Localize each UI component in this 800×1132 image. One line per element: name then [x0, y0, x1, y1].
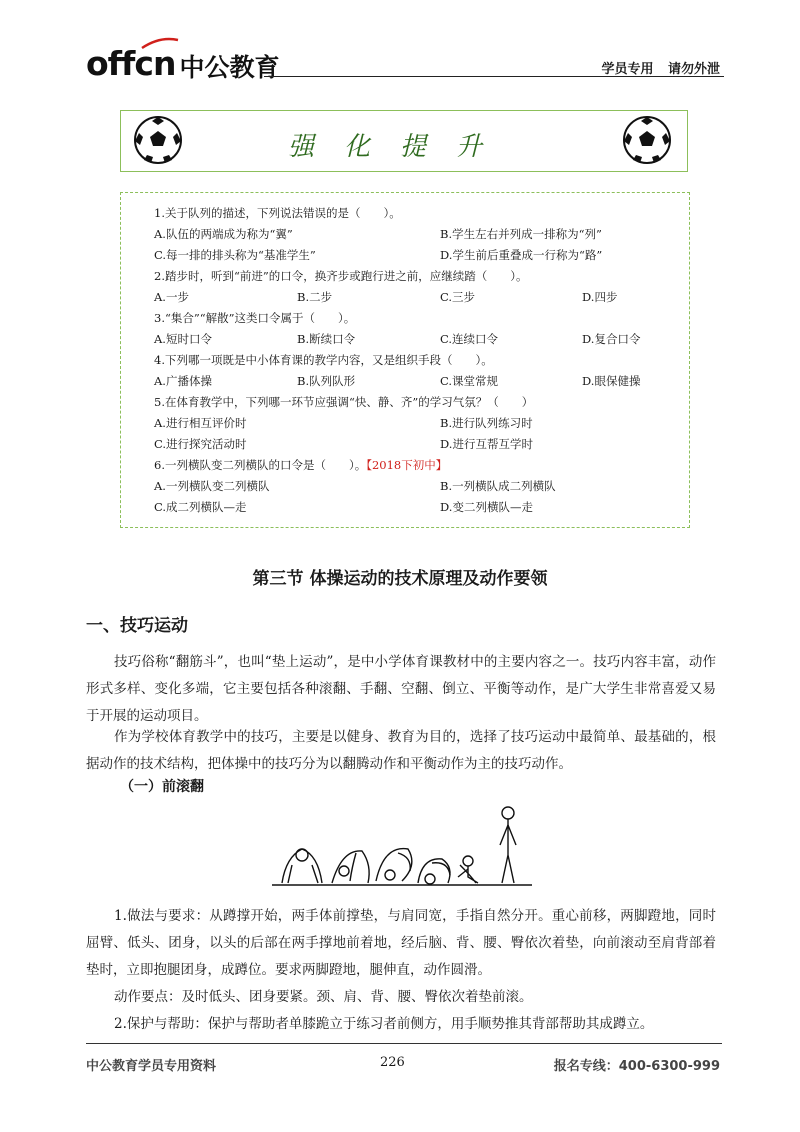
section-title: 第三节 体操运动的技术原理及动作要领 — [252, 569, 548, 589]
paragraph: 技巧俗称“翻筋斗”，也叫“垫上运动”，是中小学体育课教材中的主要内容之一。技巧内容丰富，动作形式多样、变化多端，它主要包括各种滚翻、手翻、空翻、倒立、平衡等动作，是广大学生非常喜爱又易于开展的运动项目。 — [86, 654, 716, 724]
heading-skills: 一、技巧运动 — [86, 616, 188, 636]
question-stem: 3.“集合”“解散”这类口令属于（ ）。 — [154, 311, 356, 325]
question-option: A.一步 — [154, 290, 189, 304]
page-number: 226 — [380, 1055, 405, 1070]
question-stem: 4.下列哪一项既是中小体育课的教学内容，又是组织手段（ ）。 — [154, 353, 493, 367]
question-option: B.二步 — [297, 290, 333, 304]
question-option: C.连续口令 — [440, 332, 499, 346]
question-option: A.短时口令 — [154, 332, 212, 346]
question-option: D.眼保健操 — [582, 374, 641, 388]
exam-source-tag: 【2018下初中】 — [366, 458, 448, 472]
question-option: C.每一排的排头称为“基准学生” — [154, 248, 316, 262]
forward-roll-illustration — [272, 805, 532, 887]
footer-material-label: 中公教育学员专用资料 — [86, 1059, 217, 1074]
logo-text-cn: 中公教育 — [179, 53, 280, 82]
soccer-ball-icon — [133, 115, 183, 165]
question-option: B.进行队列练习时 — [440, 416, 533, 430]
question-option: D.复合口令 — [582, 332, 641, 346]
banner-title: 强化提升 — [287, 132, 512, 162]
question-option: D.变二列横队—走 — [440, 500, 533, 514]
practice-questions-box — [120, 192, 690, 528]
question-option: A.进行相互评价时 — [154, 416, 247, 430]
question-option: B.断续口令 — [297, 332, 356, 346]
question-option: C.进行探究活动时 — [154, 437, 247, 451]
question-stem-row — [154, 458, 447, 472]
paragraph: 1.做法与要求：从蹲撑开始，两手体前撑垫，与肩同宽，手指自然分开。重心前移，两脚蹬地，同时屈臂、低头、团身，以头的后部在两手撑地前着地，经后脑、背、腰、臀依次着垫，向前滚动至肩背部着垫时，立即抱腿团身，成蹲位。要求两脚蹬地，腿伸直，动作圆滑。 — [86, 908, 716, 978]
question-option: C.成二列横队—走 — [154, 500, 247, 514]
question-stem: 5.在体育教学中，下列哪一环节应强调“快、静、齐”的学习气氛？（ ） — [154, 395, 534, 409]
question-option: B.队列队形 — [297, 374, 356, 388]
soccer-ball-icon — [622, 115, 672, 165]
paragraph: 动作要点：及时低头、团身要紧。颈、肩、背、腰、臀依次着垫前滚。 — [114, 989, 533, 1005]
logo-text-en: offcn — [86, 44, 176, 83]
question-option: B.学生左右并列成一排称为“列” — [440, 227, 602, 241]
question-option: D.四步 — [582, 290, 618, 304]
logo-swoosh-icon — [140, 36, 180, 50]
question-option: A.广播体操 — [154, 374, 212, 388]
question-option: C.课堂常规 — [440, 374, 499, 388]
question-option: A.一列横队变二列横队 — [154, 479, 270, 493]
brand-logo — [86, 44, 280, 83]
paragraph: 作为学校体育教学中的技巧，主要是以健身、教育为目的，选择了技巧运动中最简单、最基础的，根据动作的技术结构，把体操中的技巧分为以翻腾动作和平衡动作为主的技巧动作。 — [86, 729, 716, 772]
question-option: B.一列横队成二列横队 — [440, 479, 556, 493]
question-option: A.队伍的两端成为称为“翼” — [154, 227, 293, 241]
paragraph: 2.保护与帮助：保护与帮助者单膝跪立于练习者前侧方，用手顺势推其背部帮助其成蹲立。 — [114, 1016, 654, 1032]
question-option: C.三步 — [440, 290, 476, 304]
question-option: D.进行互帮互学时 — [440, 437, 533, 451]
subheading-forward-roll: （一）前滚翻 — [120, 779, 204, 795]
question-stem: 1.关于队列的描述，下列说法错误的是（ ）。 — [154, 206, 401, 220]
question-stem: 2.踏步时，听到“前进”的口令，换齐步或跑行进之前，应继续踏（ ）。 — [154, 269, 528, 283]
footer-rule — [86, 1043, 722, 1044]
header-confidential: 学员专用 请勿外泄 — [601, 62, 720, 77]
question-stem: 6.一列横队变二列横队的口令是（ ）。 — [154, 458, 367, 472]
question-option: D.学生前后重叠成一行称为“路” — [440, 248, 603, 262]
footer-hotline: 报名专线：400-6300-999 — [553, 1059, 720, 1074]
